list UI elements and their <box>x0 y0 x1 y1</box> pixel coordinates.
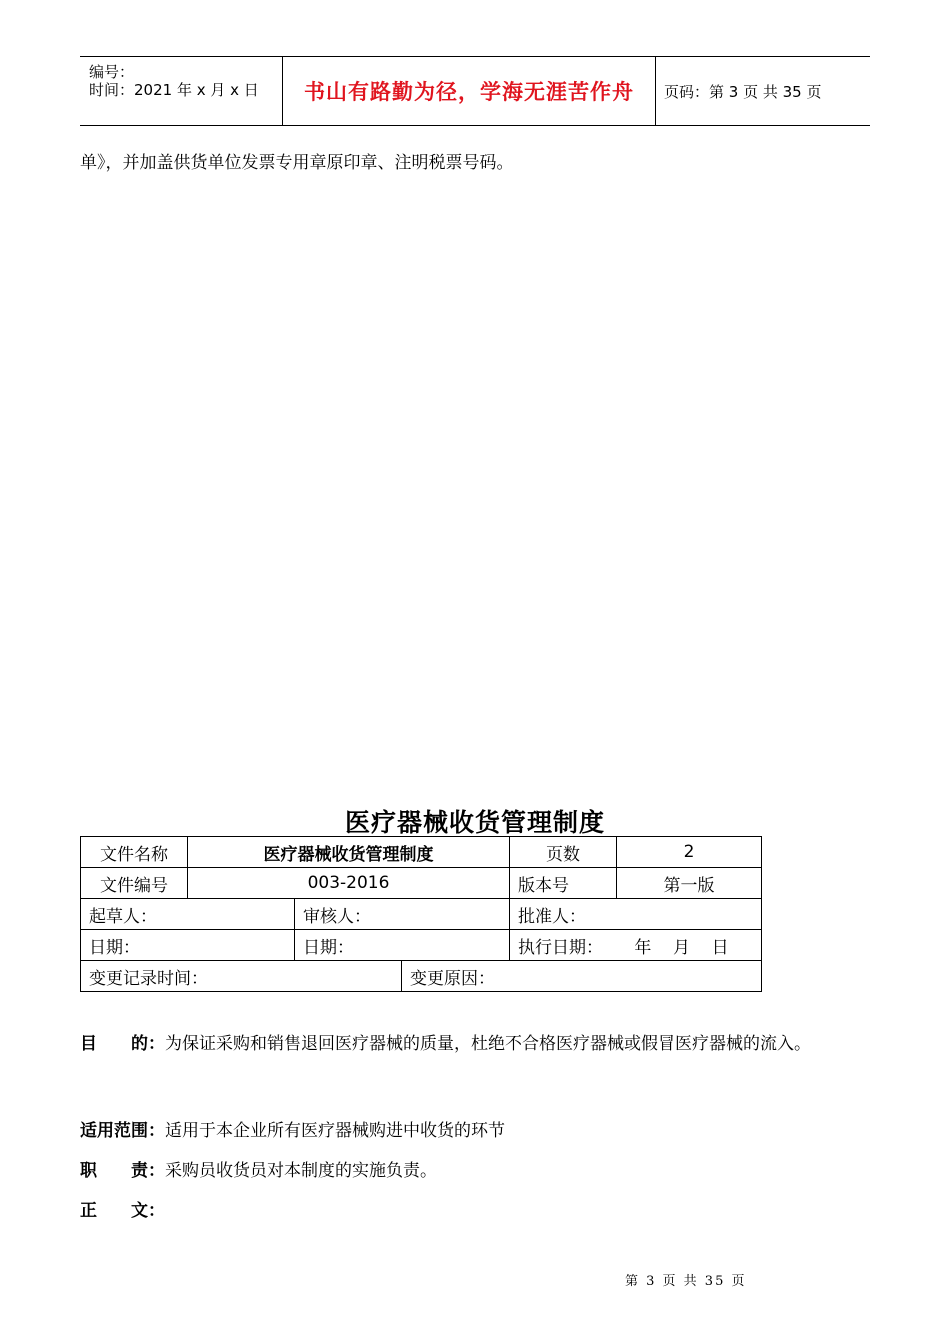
continuation-text: 单》，并加盖供货单位发票专用章原印章、注明税票号码。 <box>80 153 514 173</box>
table-row <box>81 930 762 961</box>
version-label: 版本号 <box>510 868 617 899</box>
body-heading <box>80 1196 165 1221</box>
version-value: 第一版 <box>617 868 762 899</box>
header-meta <box>80 57 282 125</box>
change-time-label: 变更记录时间： <box>81 961 402 992</box>
header-motto-cell <box>282 57 656 125</box>
approver-label: 批准人： <box>510 899 762 930</box>
document-info-table <box>80 836 762 992</box>
exec-date-label: 执行日期： <box>518 937 604 958</box>
date2-label: 日期： <box>295 930 510 961</box>
scope-text: 适用于本企业所有医疗器械购进中收货的环节 <box>165 1121 505 1141</box>
date1-label: 日期： <box>81 930 295 961</box>
pages-value: 2 <box>617 837 762 868</box>
duty-label: 职 责： <box>80 1161 165 1181</box>
table-row <box>81 899 762 930</box>
header-number: 编号： <box>89 63 135 81</box>
exec-date-value: 年 月 日 <box>634 937 729 958</box>
file-name-label: 文件名称 <box>81 837 188 868</box>
page-header <box>80 56 870 126</box>
file-no-label: 文件编号 <box>81 868 188 899</box>
scope-paragraph <box>80 1116 505 1141</box>
drafter-label: 起草人： <box>81 899 295 930</box>
file-name-value: 医疗器械收货管理制度 <box>188 837 510 868</box>
duty-paragraph <box>80 1156 437 1181</box>
purpose-paragraph <box>80 1023 872 1065</box>
purpose-text: 为保证采购和销售退回医疗器械的质量，杜绝不合格医疗器械或假冒医疗器械的流入。 <box>165 1034 811 1054</box>
table-row <box>81 961 762 992</box>
page-footer: 第 3 页 共 35 页 <box>625 1274 747 1289</box>
table-row <box>81 837 762 868</box>
pages-label: 页数 <box>510 837 617 868</box>
document-title: 医疗器械收货管理制度 <box>344 808 605 837</box>
file-no-value: 003-2016 <box>188 868 510 899</box>
purpose-label: 目 的： <box>80 1034 165 1054</box>
header-motto: 书山有路勤为径，学海无涯苦作舟 <box>304 80 634 104</box>
reviewer-label: 审核人： <box>295 899 510 930</box>
header-page-cell <box>655 57 870 125</box>
duty-text: 采购员收货员对本制度的实施负责。 <box>165 1161 437 1181</box>
table-row <box>81 868 762 899</box>
change-reason-label: 变更原因： <box>402 961 762 992</box>
header-page-info: 页码：第 3 页 共 35 页 <box>664 82 822 101</box>
exec-date-cell <box>510 930 762 961</box>
header-time: 时间：2021 年 x 月 x 日 <box>89 81 259 99</box>
body-label: 正 文： <box>80 1201 165 1221</box>
scope-label: 适用范围： <box>80 1121 165 1141</box>
